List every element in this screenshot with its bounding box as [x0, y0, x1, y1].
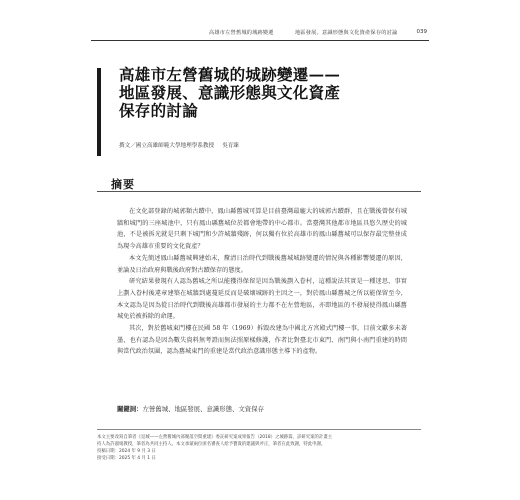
footnote-divider [97, 429, 421, 430]
running-head-short-title: 高雄市左營舊城的城跡變遷 [209, 30, 274, 36]
footnote-line: 本文主要改寫自筆者《見城——左營舊城內部聚落空間重建》委託研究案成果報告（2018）之城跡篇，詳研究案的計畫主 [97, 435, 333, 440]
abstract-body [117, 206, 407, 358]
abstract-divider [97, 191, 421, 192]
abstract-paragraph-2: 本文先簡述鳳山縣舊城興建始末，釐清日治時代到戰後舊城城跡變遷的情況與各種影響變遷的原因，並論及日治政府與戰後政府對古蹟保存的態度。 [117, 254, 407, 274]
footnote-line: 持人為許淑娟教授，筆者為共同主持人。本文承蒙兩位匿名審查人給予寶貴的建議與斧正，筆者在此致謝，特此申謝。 [97, 442, 326, 447]
journal-page [91, 22, 429, 482]
title-block [97, 58, 417, 160]
acceptance-date: 接受日期：2025 年 4 月 1 日 [97, 456, 156, 461]
page-number: 039 [416, 29, 427, 35]
running-head-subtitle: 地區發展、意識形態與文化資產保存的討論 [295, 30, 398, 36]
title-line-1: 高雄市左營舊城的城跡變遷—— [119, 65, 341, 84]
abstract-paragraph-3: 研究結果發現有人認為舊城之所以能獲得保留是因為戰後劃入眷村，這種說法其實是一種迷思，事實上劃入眷村後違章建築在城牆到處蔓延反而是破壞城跡的主因之一，對於鳳山縣舊城之所以能保留至今，本文認為是因為從日治時代到戰後高雄都市發展的主力都不在左營地區，亦即地區的不發展使得鳳山縣舊城免於被拆除的命運。 [117, 278, 407, 321]
keywords [117, 404, 264, 413]
keywords-label: 關鍵詞： [117, 405, 143, 413]
author-line [119, 141, 239, 149]
abstract-heading: 摘要 [111, 178, 135, 191]
article-title [119, 66, 409, 120]
title-line-3: 保存的討論 [119, 101, 199, 120]
abstract-paragraph-4: 其次，對於舊城東門樓在民國 58 年（1969）拆毀改建為中國北方宮殿式門樓一事，目前文獻多未著墨，也有認為是因為數失資料無考證而無法照原樣修護，作者比對臺北市東門、南門與小南門重建的時間與當代政治氛圍，認為舊城東門的重建是當代政治意識形態主導下的產物。 [117, 325, 407, 356]
author-name: 吳育臻 [222, 143, 239, 149]
keywords-text: 左營舊城、地區發展、意識形態、文資保存 [142, 405, 264, 413]
abstract-paragraph-1: 在文化部登錄的城郭類古蹟中，鳳山縣舊城可算是目前臺灣最龐大的城郭古蹟群，且在戰後曾保有城牆和城門的三座城池中，只有鳳山縣舊城位於都會地帶的中心都市。當臺灣其他都市地區具悠久歷史的城池，不是被拆光就是只剩下城門和少許城牆殘跡，何以獨有位於高雄市的鳳山縣舊城可以保存最完整並成為現今高雄市重要的文化資產？ [117, 208, 407, 251]
title-accent-bar [97, 68, 101, 156]
footnote [97, 434, 421, 462]
running-head [91, 22, 429, 41]
submission-date: 投稿日期：2024 年 9 月 3 日 [97, 449, 156, 454]
title-line-2: 地區發展、意識形態與文化資產 [119, 83, 341, 102]
author-affiliation: 撰文／國立高雄師範大學地理學系教授 [119, 143, 215, 149]
